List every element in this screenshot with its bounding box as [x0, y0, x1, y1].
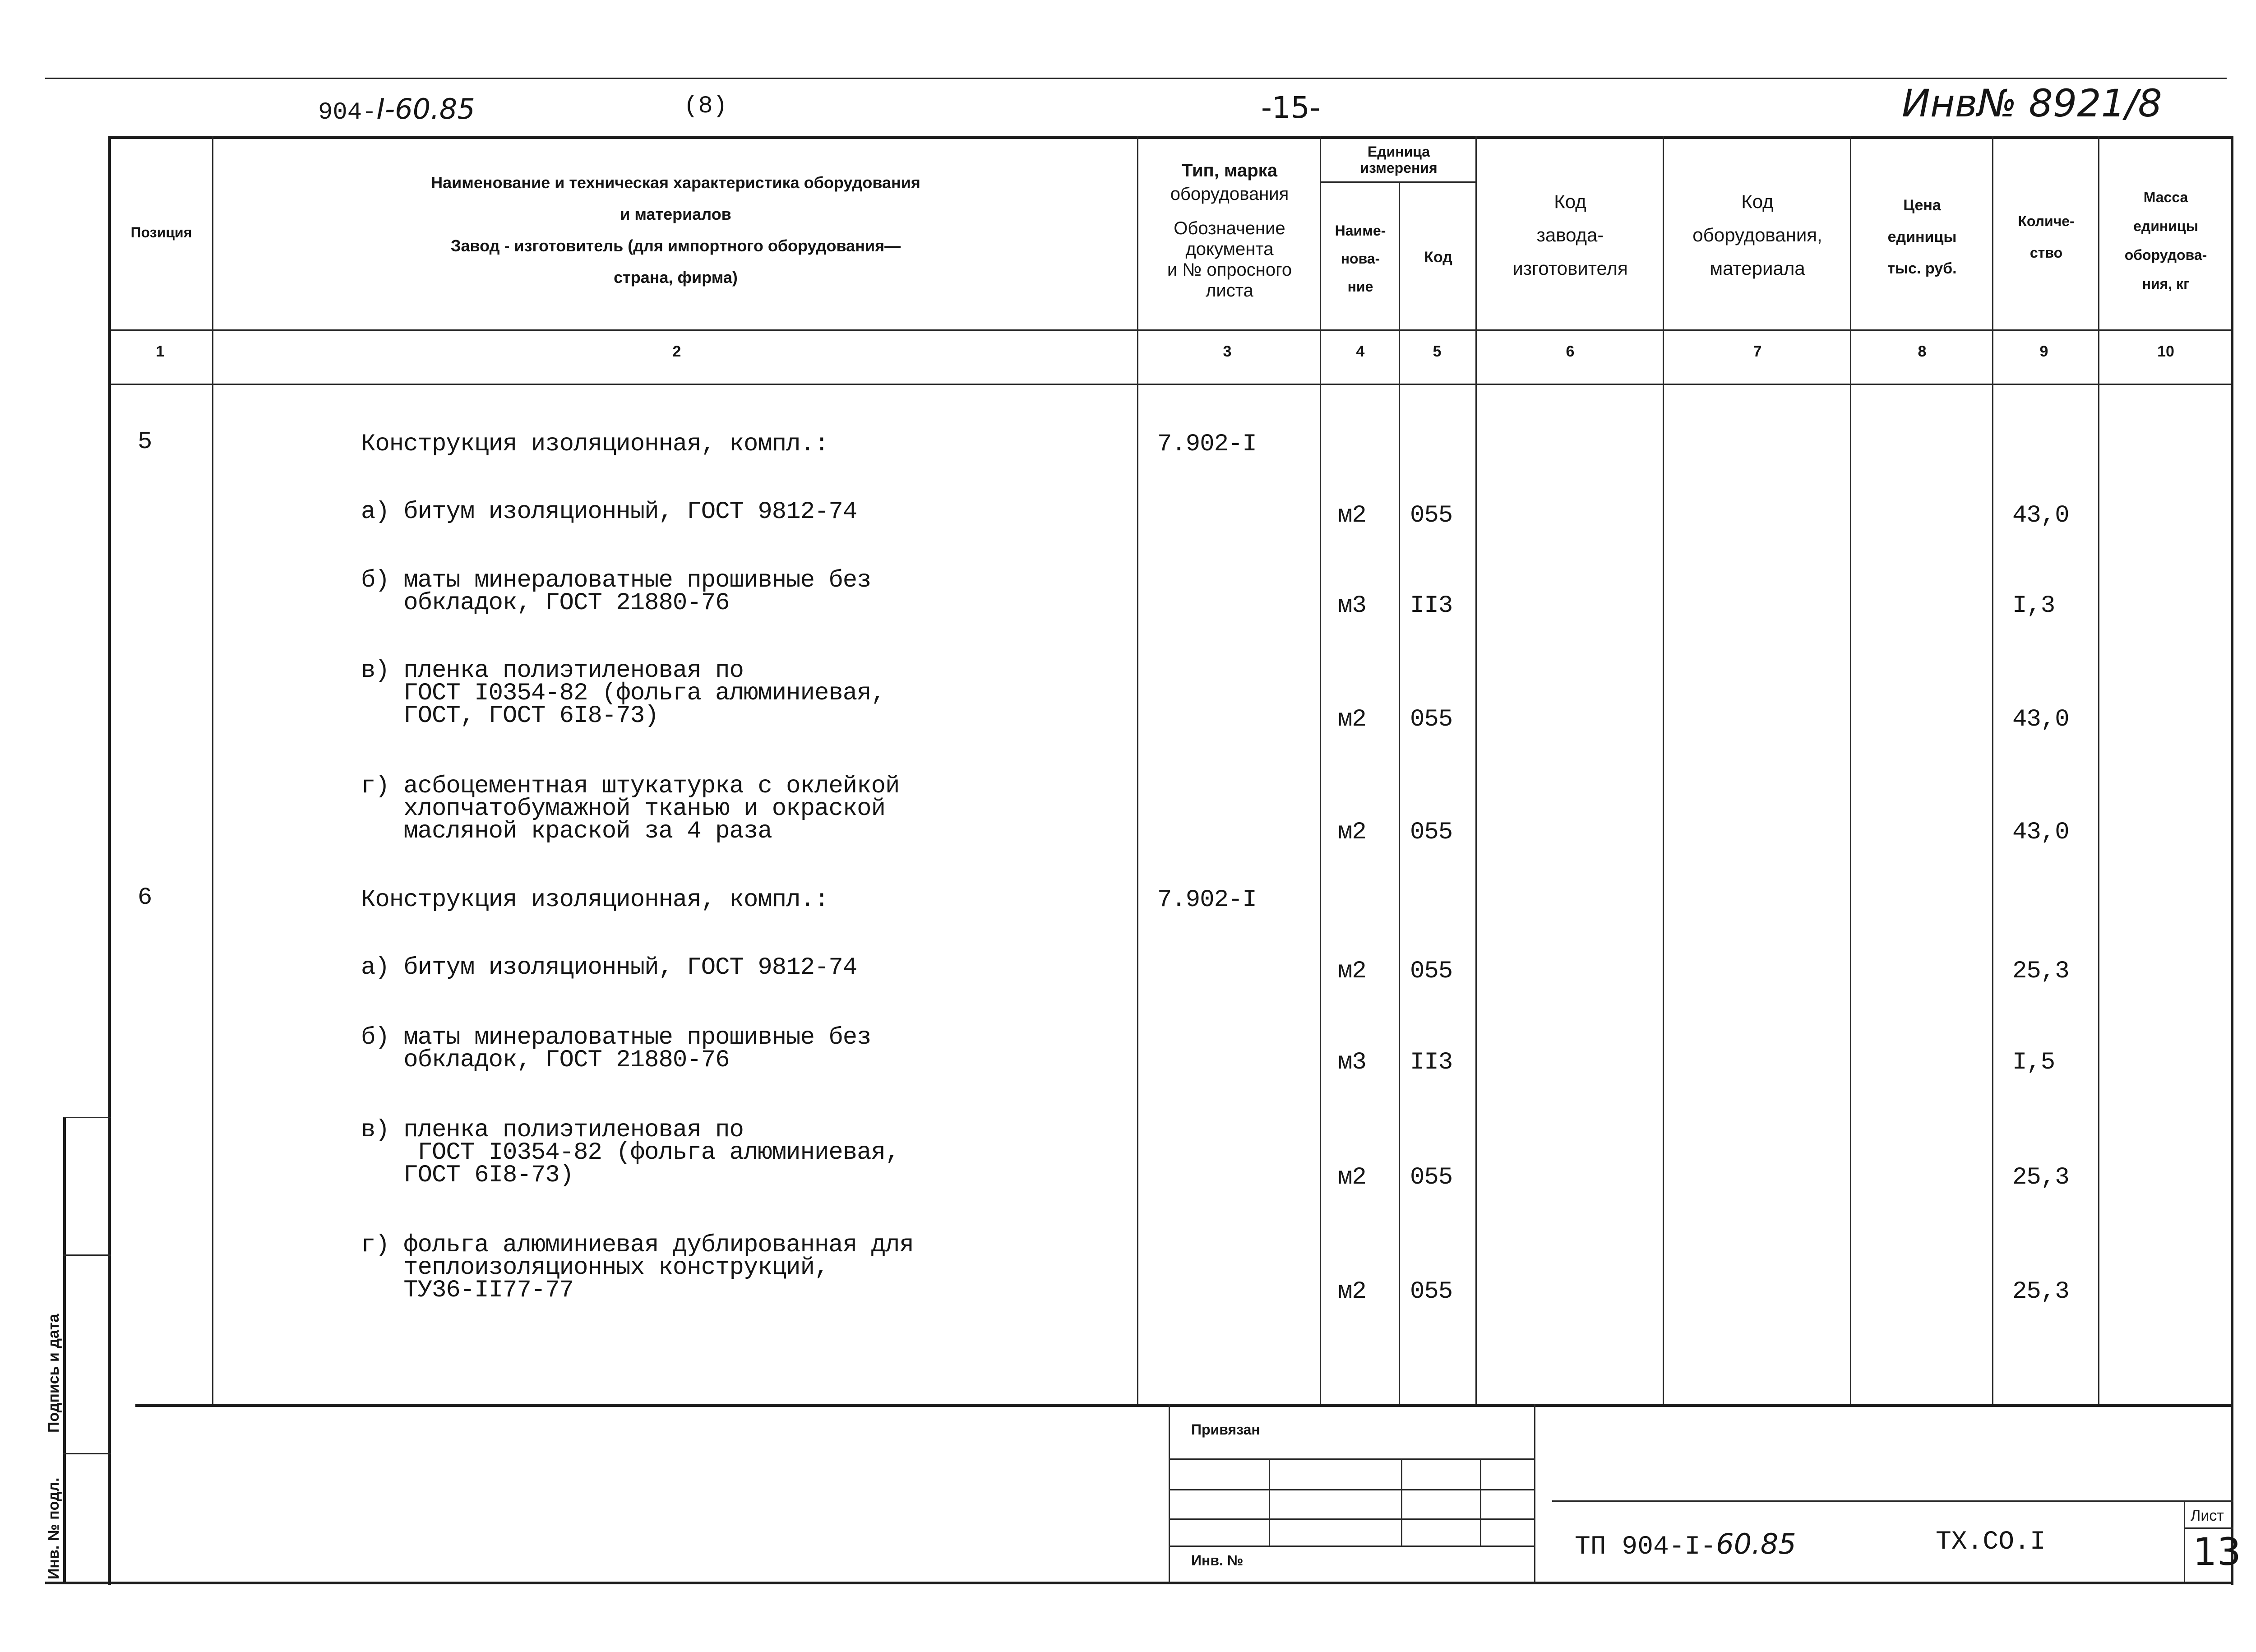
- colnum-1: 1: [156, 343, 165, 360]
- header-unit-group-line2: измерения: [1360, 160, 1438, 176]
- attached-label: Привязан: [1191, 1421, 1260, 1438]
- attached-rule-2: [1169, 1489, 1534, 1490]
- header-type-line2: оборудования: [1170, 184, 1289, 204]
- header-factory-code: [1478, 185, 1663, 285]
- header-mass-line3: оборудова-: [2124, 247, 2207, 263]
- project-code: [318, 93, 475, 126]
- header-price-line1: Цена: [1903, 197, 1941, 214]
- header-quantity-line2: ство: [2029, 245, 2063, 261]
- row-description: в) пленка полиэтиленовая по ГОСТ I0354-82 (фольга алюминиевая, ГОСТ 6I8-73): [361, 1116, 900, 1189]
- row-description: в) пленка полиэтиленовая по ГОСТ I0354-82 (фольга алюминиевая, ГОСТ, ГОСТ 6I8-73): [361, 657, 885, 730]
- table-top-border: [108, 136, 2233, 139]
- document-code-printed: ТП 904-I-: [1575, 1532, 1716, 1562]
- row-description: б) маты минераловатные прошивные без обкладок, ГОСТ 21880-76: [361, 567, 871, 617]
- row-unit-code: 055: [1410, 1164, 1453, 1191]
- row-description: Конструкция изоляционная, компл.:: [361, 430, 829, 458]
- header-name-line4: страна, фирма): [614, 268, 738, 287]
- colnum-3: 3: [1223, 343, 1232, 360]
- row-unit: м2: [1338, 958, 1366, 985]
- header-unit-group: [1322, 143, 1475, 176]
- row-quantity: 43,0: [2012, 502, 2069, 529]
- attached-inner-sep-1: [1269, 1458, 1270, 1546]
- row-description: г) фольга алюминиевая дублированная для теплоизоляционных конструкций, ТУ36-II77-77: [361, 1231, 914, 1304]
- header-factory-code-line2: завода-: [1536, 224, 1604, 245]
- table-right-border: [2231, 136, 2233, 1585]
- colnum-8: 8: [1918, 343, 1927, 360]
- row-description: а) битум изоляционный, ГОСТ 9812-74: [361, 498, 857, 526]
- colnum-6: 6: [1566, 343, 1575, 360]
- row-description: Конструкция изоляционная, компл.:: [361, 886, 829, 914]
- row-unit-code: II3: [1410, 592, 1453, 620]
- header-mass: [2100, 183, 2231, 298]
- row-quantity: 25,3: [2012, 1164, 2069, 1191]
- sheet-box-rule: [2184, 1527, 2233, 1529]
- row-quantity: 25,3: [2012, 958, 2069, 985]
- document-code: [1575, 1527, 1796, 1562]
- page-bottom-border: [45, 1582, 2233, 1584]
- inventory-note: Инв№ 8921/8: [1902, 81, 2162, 125]
- row-unit: м2: [1338, 706, 1366, 733]
- header-unit-name-line3: ние: [1347, 278, 1373, 295]
- row-quantity: 43,0: [2012, 819, 2069, 846]
- colnum-4: 4: [1356, 343, 1365, 360]
- header-unit-group-line1: Единица: [1367, 143, 1430, 160]
- attached-inner-sep-2: [1401, 1458, 1402, 1546]
- header-price-line3: тыс. руб.: [1887, 260, 1957, 277]
- attached-inner-sep-3: [1480, 1458, 1481, 1546]
- header-factory-code-line1: Код: [1554, 191, 1586, 212]
- header-quantity: [1994, 205, 2098, 268]
- header-type: [1139, 160, 1320, 301]
- attached-block-left: [1169, 1404, 1170, 1583]
- header-material-code-line2: оборудования,: [1692, 224, 1822, 245]
- row-quantity: I,3: [2012, 592, 2055, 620]
- header-material-code-line1: Код: [1741, 191, 1774, 212]
- side-block-mid: [63, 1254, 111, 1256]
- header-unit-name: [1322, 217, 1399, 301]
- colnum-5: 5: [1433, 343, 1442, 360]
- header-factory-code-line3: изготовителя: [1512, 258, 1628, 279]
- row-quantity: 25,3: [2012, 1278, 2069, 1305]
- header-material-code: [1665, 185, 1850, 285]
- table-left-border: [108, 136, 111, 1585]
- header-type-line1: Тип, марка: [1182, 161, 1277, 180]
- sheet-number: 13: [2193, 1530, 2241, 1574]
- body-bottom-border: [135, 1404, 2233, 1407]
- row-position: 6: [138, 884, 152, 912]
- header-type-line4: документа: [1185, 239, 1274, 259]
- row-unit-code: 055: [1410, 706, 1453, 733]
- attached-rule-4: [1169, 1546, 1534, 1547]
- header-type-line6: листа: [1206, 281, 1253, 301]
- header-bottom-border: [108, 329, 2233, 331]
- header-mass-line2: единицы: [2133, 218, 2198, 234]
- col-sep-7: [1850, 136, 1851, 1404]
- attached-rule-1: [1169, 1458, 1534, 1460]
- colnum-2: 2: [672, 343, 681, 360]
- side-block-outer: [63, 1117, 66, 1583]
- attached-block-right: [1534, 1404, 1535, 1583]
- row-type: 7.902-I: [1157, 886, 1257, 914]
- header-mass-line4: ния, кг: [2142, 276, 2190, 292]
- volume-number: (8): [684, 93, 728, 120]
- inv-number-label: Инв. №: [1191, 1552, 1244, 1569]
- page-number: -15-: [1261, 90, 1321, 125]
- project-code-printed: 904-: [318, 99, 377, 126]
- sheet-code: ТХ.СО.I: [1936, 1527, 2046, 1557]
- col-sep-1: [212, 136, 213, 1404]
- side-label-inv-orig: Инв. № подл.: [45, 1477, 62, 1579]
- colnum-10: 10: [2157, 343, 2174, 360]
- row-type: 7.902-I: [1157, 430, 1257, 458]
- header-name: [214, 171, 1137, 289]
- col-sep-6: [1663, 136, 1664, 1404]
- col-sep-9: [2098, 136, 2099, 1404]
- header-price: [1852, 190, 1992, 284]
- header-type-line5: и № опросного: [1167, 260, 1292, 280]
- document-code-handwritten: 60.85: [1716, 1527, 1796, 1560]
- header-material-code-line3: материала: [1710, 258, 1805, 279]
- colnum-bottom-border: [108, 384, 2233, 385]
- row-unit: м3: [1338, 592, 1366, 620]
- sheet-box-left: [2184, 1500, 2185, 1582]
- row-quantity: I,5: [2012, 1049, 2055, 1076]
- row-unit: м2: [1338, 502, 1366, 529]
- col-sep-3: [1320, 136, 1321, 1404]
- row-unit-code: 055: [1410, 819, 1453, 846]
- row-unit-code: 055: [1410, 1278, 1453, 1305]
- header-name-line3: Завод - изготовитель (для импортного оборудования—: [450, 236, 901, 255]
- row-position: 5: [138, 428, 152, 456]
- header-unit-name-line1: Наиме-: [1335, 222, 1386, 239]
- header-mass-line1: Масса: [2143, 189, 2188, 205]
- side-block-low: [63, 1453, 111, 1454]
- unit-group-rule: [1320, 181, 1475, 183]
- row-unit: м2: [1338, 1278, 1366, 1305]
- attached-rule-3: [1169, 1518, 1534, 1520]
- col-sep-4: [1399, 181, 1400, 1404]
- side-label-sign-date: Подпись и дата: [45, 1314, 62, 1433]
- row-unit: м3: [1338, 1049, 1366, 1076]
- stamp-top-rule: [1552, 1500, 2233, 1502]
- col-sep-2: [1137, 136, 1138, 1404]
- header-quantity-line1: Количе-: [2018, 213, 2075, 229]
- row-description: а) битум изоляционный, ГОСТ 9812-74: [361, 954, 857, 981]
- header-unit-name-line2: нова-: [1341, 250, 1380, 267]
- project-code-handwritten: I-60.85: [376, 93, 475, 125]
- header-name-line2: и материалов: [620, 205, 731, 223]
- header-type-line3: Обозначение: [1174, 218, 1285, 238]
- header-position: Позиция: [130, 224, 192, 241]
- header-price-line2: единицы: [1887, 228, 1957, 245]
- row-unit-code: 055: [1410, 958, 1453, 985]
- row-unit-code: II3: [1410, 1049, 1453, 1076]
- row-quantity: 43,0: [2012, 706, 2069, 733]
- header-name-line1: Наименование и техническая характеристика оборудования: [431, 173, 920, 192]
- row-description: б) маты минераловатные прошивные без обкладок, ГОСТ 21880-76: [361, 1024, 871, 1074]
- row-unit: м2: [1338, 819, 1366, 846]
- col-sep-8: [1992, 136, 1993, 1404]
- row-unit: м2: [1338, 1164, 1366, 1191]
- col-sep-5: [1475, 136, 1477, 1404]
- side-block-top: [63, 1117, 111, 1118]
- header-unit-code: Код: [1424, 249, 1452, 266]
- top-rule: [45, 78, 2227, 79]
- row-description: г) асбоцементная штукатурка с оклейкой хлопчатобумажной тканью и окраской масляной краской за 4 раза: [361, 773, 900, 845]
- row-unit-code: 055: [1410, 502, 1453, 529]
- colnum-7: 7: [1753, 343, 1762, 360]
- sheet-label: Лист: [2191, 1507, 2224, 1524]
- colnum-9: 9: [2039, 343, 2048, 360]
